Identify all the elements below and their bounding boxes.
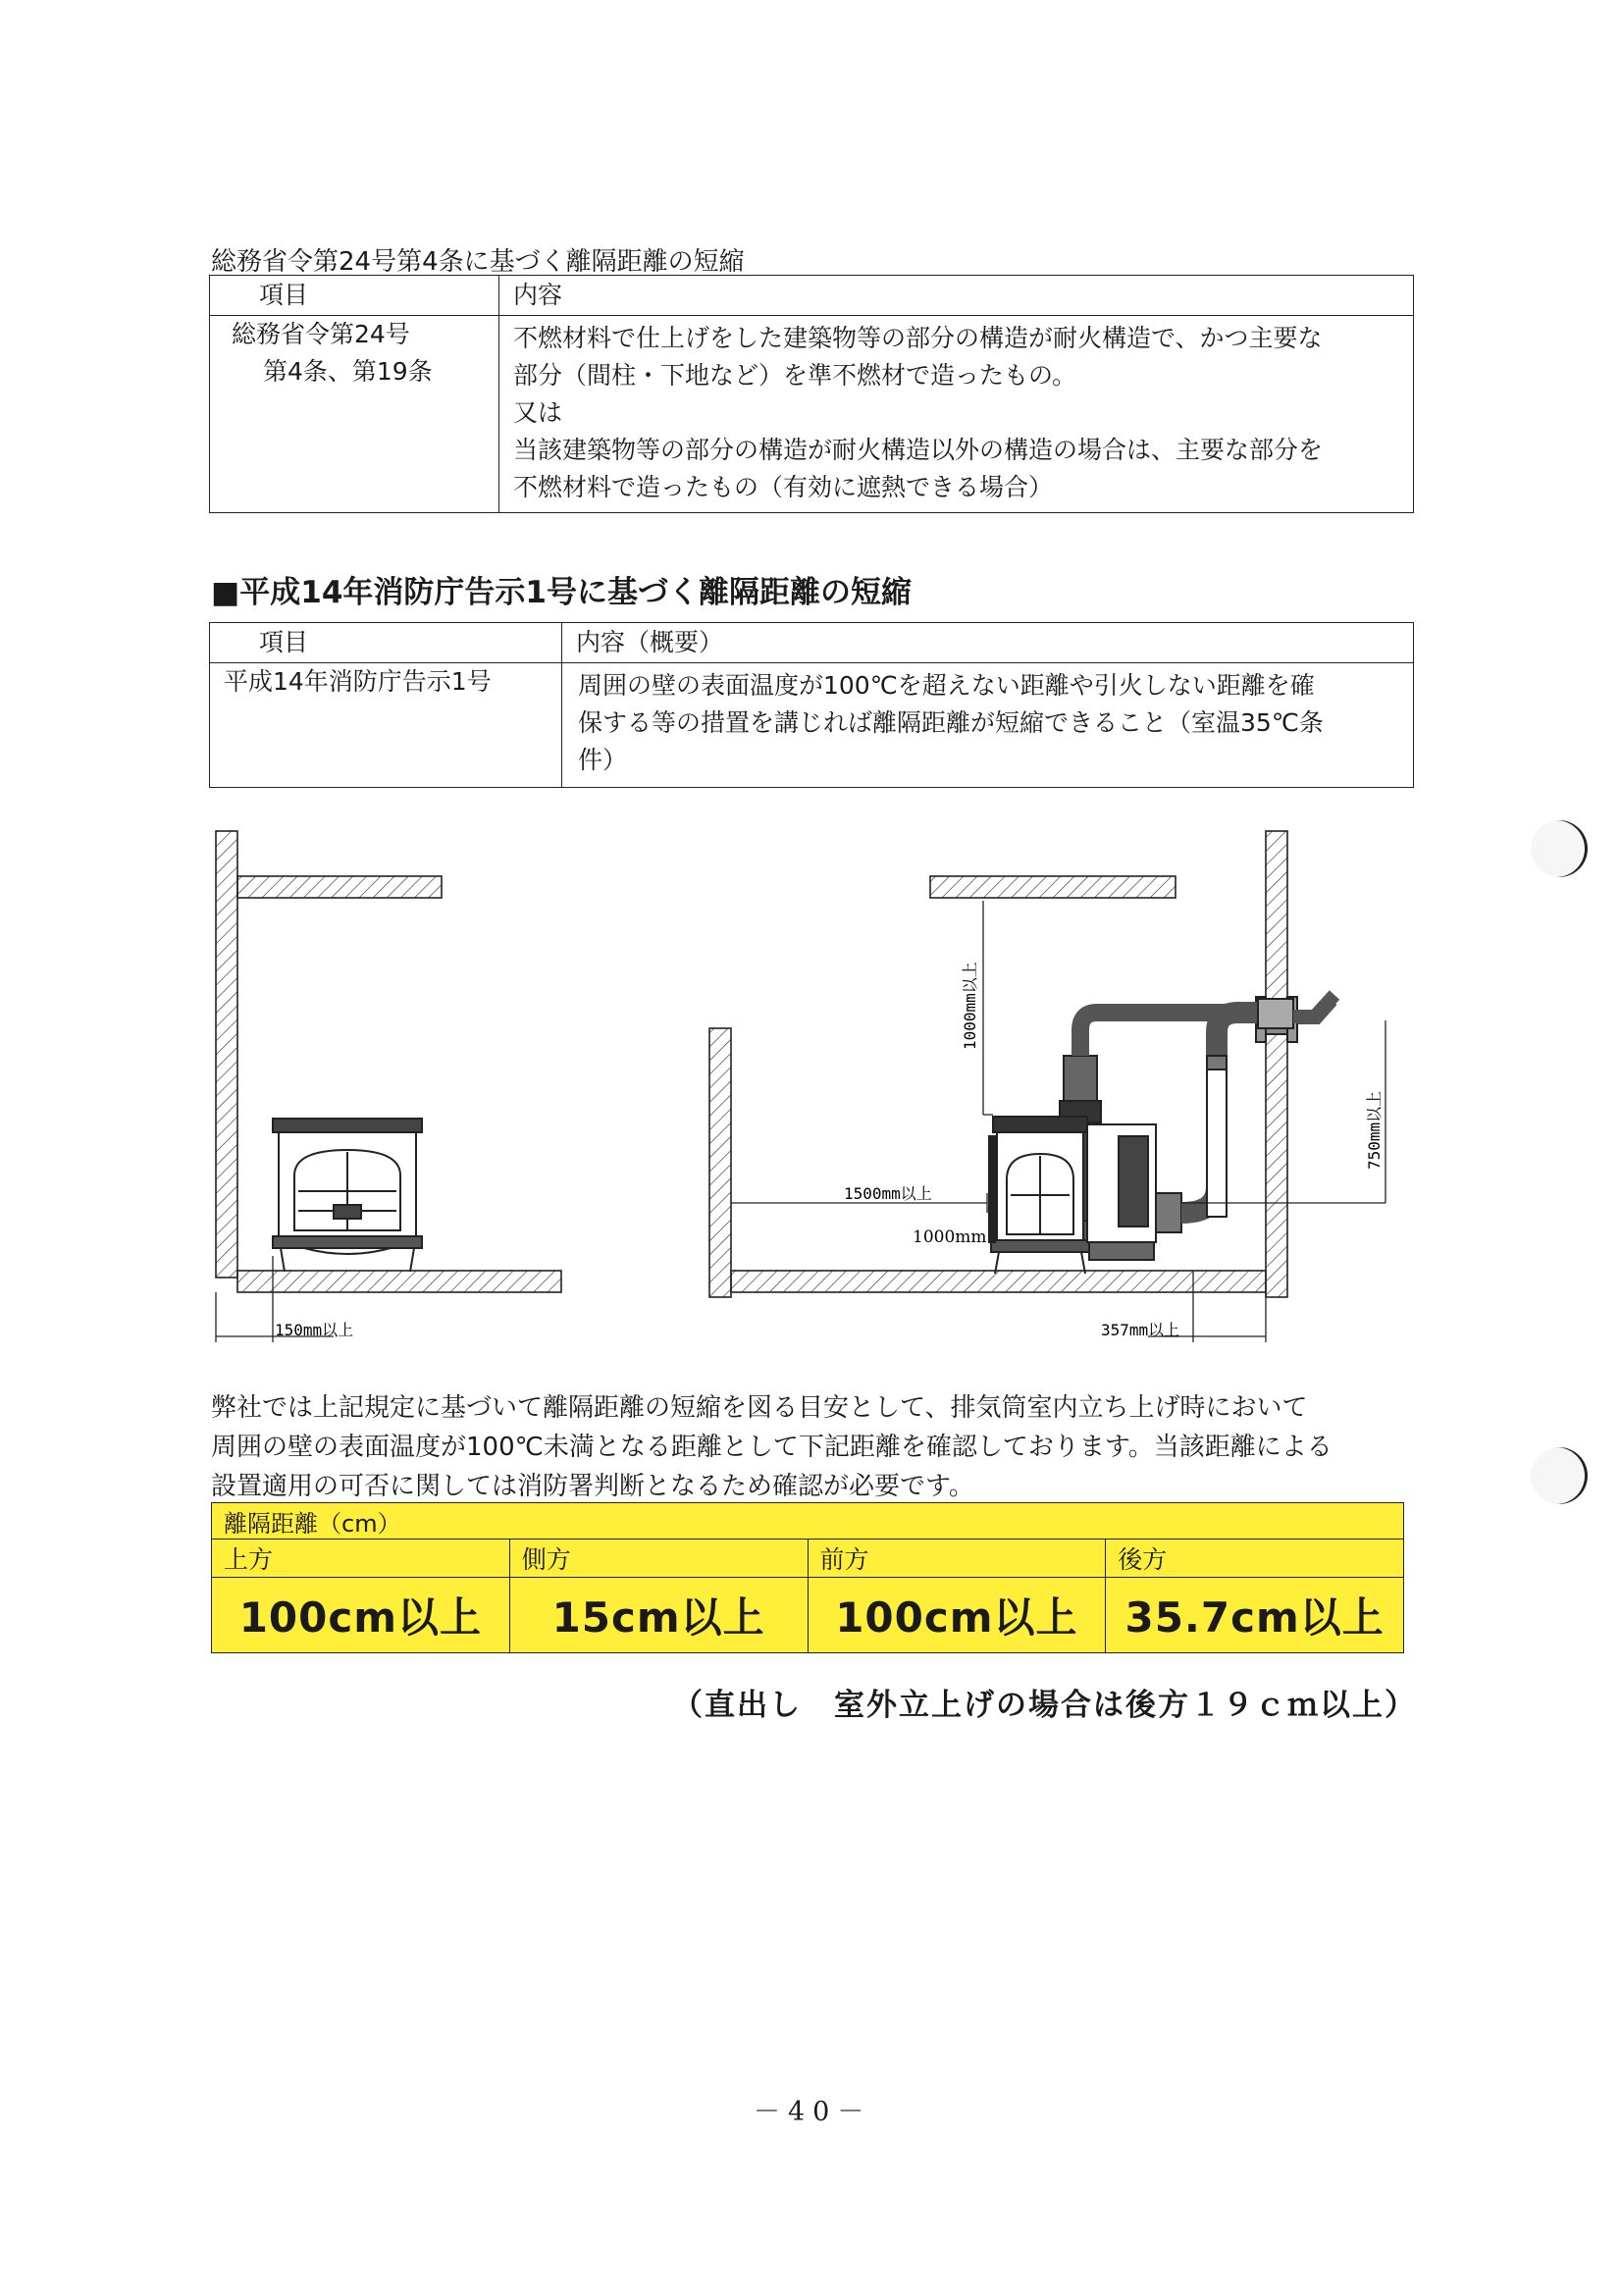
punch-hole xyxy=(1531,1447,1588,1504)
header-item: 項目 xyxy=(210,276,499,316)
dim-1500-label: 1500mm以上 xyxy=(844,1184,932,1203)
right-room-wall xyxy=(1266,831,1287,1297)
header-content: 内容（概要） xyxy=(562,623,1414,663)
regulation-table-2 xyxy=(209,622,1414,788)
outdoor-installation-note: （直出し 室外立上げの場合は後方１９ｃｍ以上） xyxy=(672,1688,1417,1723)
dim-1000-label: 1000mm xyxy=(913,1227,987,1247)
right-room-floor xyxy=(731,1271,1266,1292)
item-cell: 平成14年消防庁告示1号 xyxy=(210,663,562,788)
content-cell: 不燃材料で仕上げをした建築物等の部分の構造が耐火構造で、かつ主要な 部分（間柱・下地など）を準不燃材で造ったもの。 又は 当該建築物等の部分の構造が耐火構造以外の構造の場合は、主要な部分を 不燃材料で造ったもの（有効に遮熱できる場合） xyxy=(499,316,1414,513)
table-header-row xyxy=(210,623,1414,663)
header-item: 項目 xyxy=(210,623,562,663)
explanation-paragraph: 弊社では上記規定に基づいて離隔距離の短縮を図る目安として、排気筒室内立ち上げ時において 周囲の壁の表面温度が100℃未満となる距離として下記距離を確認しております。当該距離による 設置適用の可否に関しては消防署判断となるため確認が必要です。 xyxy=(211,1393,1333,1501)
label-above: 上方 xyxy=(212,1539,510,1578)
clearance-diagram xyxy=(196,824,1384,1354)
label-rear: 後方 xyxy=(1106,1539,1404,1578)
right-room-partition xyxy=(709,1028,731,1297)
item-cell: 総務省令第24号 第4条、第19条 xyxy=(210,316,499,513)
value-rear: 35.7cm以上 xyxy=(1106,1578,1404,1653)
dim-1000-vertical-label: 1000mm以上 xyxy=(961,962,979,1050)
right-room-ceiling xyxy=(930,876,1176,898)
left-room-wall xyxy=(216,831,237,1278)
clearance-distance-table xyxy=(211,1502,1404,1653)
value-front: 100cm以上 xyxy=(808,1578,1106,1653)
section2-heading: ■平成14年消防庁告示1号に基づく離隔距離の短縮 xyxy=(211,575,912,610)
content-cell: 周囲の壁の表面温度が100℃を超えない距離や引火しない距離を確 保する等の措置を講じれば離隔距離が短縮できること（室温35℃条 件） xyxy=(562,663,1414,788)
section1-caption: 総務省令第24号第4条に基づく離隔距離の短縮 xyxy=(211,247,745,277)
header-content: 内容 xyxy=(499,276,1414,316)
left-room-floor xyxy=(237,1271,561,1292)
dim-150-label: 150mm以上 xyxy=(275,1321,354,1339)
label-side: 側方 xyxy=(509,1539,808,1578)
flue-pipe-icon xyxy=(1156,995,1334,1232)
stove-right-icon xyxy=(989,1117,1156,1274)
table-row xyxy=(210,316,1414,513)
punch-hole xyxy=(1531,820,1588,877)
left-room-ceiling xyxy=(237,876,442,898)
label-front: 前方 xyxy=(808,1539,1106,1578)
stove-front-icon xyxy=(273,1119,422,1272)
dim-750-label: 750mm以上 xyxy=(1365,1090,1384,1170)
dim-357-label: 357mm以上 xyxy=(1101,1321,1180,1339)
value-above: 100cm以上 xyxy=(212,1578,510,1653)
table-header-row xyxy=(210,276,1414,316)
regulation-table-1 xyxy=(209,275,1414,513)
value-side: 15cm以上 xyxy=(509,1578,808,1653)
page-number: －40－ xyxy=(754,2097,872,2127)
table-row xyxy=(210,663,1414,788)
clearance-table-title: 離隔距離（cm） xyxy=(212,1503,1404,1539)
